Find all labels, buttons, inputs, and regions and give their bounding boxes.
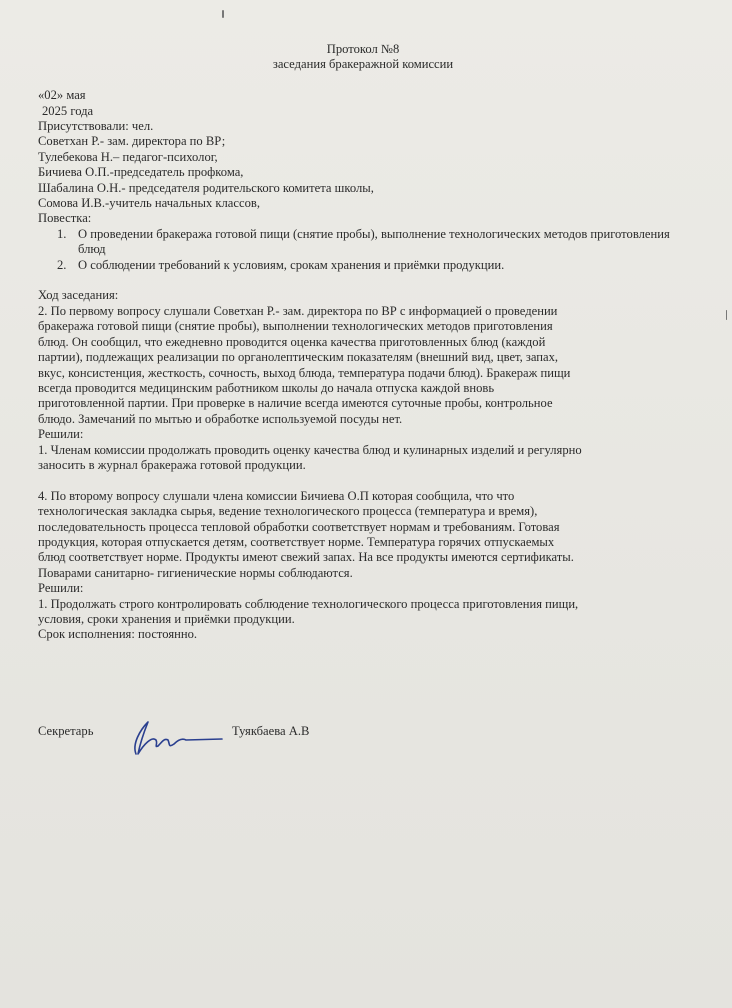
agenda-item: [38, 227, 688, 258]
attendee-item: Шабалина О.Н.- председателя родительского комитета школы,: [38, 180, 374, 195]
paragraph-line: 4. По второму вопросу слушали члена комиссии Бичиева О.П которая сообщила, что что: [38, 488, 515, 503]
paragraph-line: 2. По первому вопросу слушали Советхан Р.- зам. директора по ВР с информацией о проведении: [38, 303, 558, 318]
agenda-list: [38, 227, 688, 273]
attendee-item: Бичиева О.П.-председатель профкома,: [38, 165, 244, 180]
paragraph-line: блюдо. Замечаний по мытью и обработке используемой посуды нет.: [38, 411, 403, 426]
date-line: «02» мая: [38, 88, 86, 103]
paragraph-line: бракеража готовой пищи (снятие пробы), выполнении технологических методов приготовления: [38, 319, 553, 334]
signature-row: [38, 720, 688, 770]
secretary-label: Секретарь: [38, 724, 94, 738]
agenda-item-number: 1.: [57, 226, 67, 241]
section-first-question: [38, 304, 688, 427]
agenda-item-text: О соблюдении требований к условиям, срокам хранения и приёмки продукции.: [78, 257, 505, 272]
proceedings-label: Ход заседания:: [38, 288, 119, 303]
decided-label: Решили:: [38, 427, 84, 442]
paragraph-line: 1. Продолжать строго контролировать соблюдение технологического процесса приготовления пищи,: [38, 596, 579, 611]
scan-speck: [726, 310, 727, 320]
paragraph-line: заносить в журнал бракеража готовой продукции.: [38, 457, 306, 472]
paragraph-line: партии), подлежащих реализации по органолептическим показателям (внешний вид, цвет, запах,: [38, 350, 559, 365]
paragraph-line: вкус, консистенция, жесткость, сочность, выход блюда, температура подачи блюд). Бракераж пищи: [38, 365, 571, 380]
spacer: [38, 73, 688, 88]
year-line: 2025 года: [42, 103, 94, 118]
paragraph-line: всегда проводится медицинским работником школы до начала отпуска каждой вновь: [38, 380, 495, 395]
deadline-line: Срок исполнения: постоянно.: [38, 627, 198, 642]
paragraph-line: 1. Членам комиссии продолжать проводить оценку качества блюд и кулинарных изделий и регулярно: [38, 442, 582, 457]
agenda-item: [38, 258, 688, 273]
attendee-item: Тулебекова Н.– педагог-психолог,: [38, 149, 218, 164]
paragraph-line: Поварами санитарно- гигиенические нормы соблюдаются.: [38, 565, 353, 580]
paragraph-line: продукция, которая отпускается детям, соответствует норме. Температура горячих отпускаемых: [38, 534, 555, 549]
document-subtitle: заседания бракеражной комиссии: [272, 57, 454, 72]
decided-label: Решили:: [38, 581, 84, 596]
handwritten-signature: [118, 714, 228, 762]
agenda-label: Повестка:: [38, 211, 92, 226]
attendee-item: Сомова И.В.-учитель начальных классов,: [38, 196, 260, 211]
decision-second: [38, 597, 688, 628]
paragraph-line: условия, сроки хранения и приёмки продукции.: [38, 611, 295, 626]
decision-first: [38, 443, 688, 474]
agenda-item-number: 2.: [57, 257, 67, 272]
agenda-item-text: О проведении бракеража готовой пищи (снятие пробы), выполнение технологических методов приготовления блюд: [78, 226, 670, 257]
spacer: [38, 273, 688, 288]
document-title: Протокол №8: [326, 42, 400, 56]
paragraph-line: последовательность процесса тепловой обработки соответствует нормам и требованиям. Готовая: [38, 519, 560, 534]
secretary-name: Туякбаева А.В: [232, 724, 310, 738]
present-label: Присутствовали: чел.: [38, 119, 154, 134]
paragraph-line: приготовленной партии. При проверке в наличие всегда имеются суточные пробы, контрольное: [38, 396, 553, 411]
paragraph-line: технологическая закладка сырья, ведение технологического процесса (температура и время),: [38, 504, 538, 519]
paragraph-line: блюд. Он сообщил, что ежедневно проводится оценка качества приготовленных блюд (каждой: [38, 334, 546, 349]
paragraph-line: блюд соответствует норме. Продукты имеют свежий запах. На все продукты имеются сертификаты.: [38, 550, 574, 565]
section-second-question: [38, 489, 688, 581]
attendee-item: Советхан Р.- зам. директора по ВР;: [38, 134, 226, 149]
attendee-list: [38, 134, 688, 211]
document-body: [38, 42, 688, 643]
scan-speck: [222, 10, 224, 18]
spacer: [38, 473, 688, 488]
